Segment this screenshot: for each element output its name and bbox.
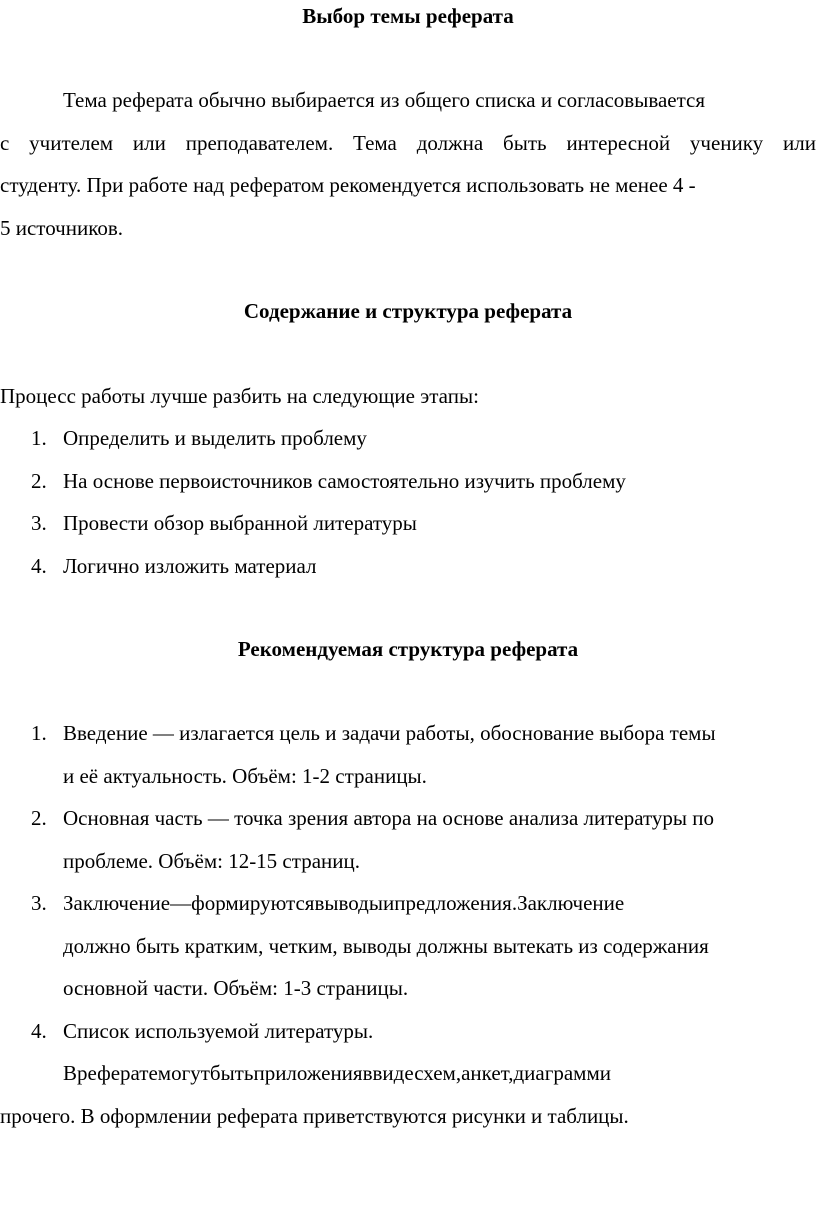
paragraph-line: студенту. При работе над рефератом рекомендуется использовать не менее 4 - xyxy=(0,173,696,197)
structure-list xyxy=(0,712,816,1052)
list-text-line xyxy=(63,882,816,925)
list-item xyxy=(0,502,816,545)
list-text: Логично изложить материал xyxy=(63,553,317,578)
stages-intro: Процесс работы лучше разбить на следующие этапы: xyxy=(0,384,479,408)
list-item xyxy=(0,797,816,882)
paragraph-line: прочего. В оформлении реферата приветствуются рисунки и таблицы. xyxy=(0,1103,629,1128)
stages-list xyxy=(0,417,816,587)
list-item xyxy=(0,460,816,503)
list-text-line: основной части. Объём: 1-3 страницы. xyxy=(63,976,409,1000)
list-number: 2. xyxy=(31,468,47,493)
word: выводы xyxy=(314,891,383,915)
closing-line-justified: Врефератемогутбытьприложенияввидесхем,анкет,диаграмми xyxy=(63,1061,612,1085)
word: формируются xyxy=(191,891,315,915)
list-item xyxy=(0,417,816,460)
list-text-line: Список используемой литературы. xyxy=(63,1018,374,1043)
list-number: 4. xyxy=(31,553,47,578)
list-item xyxy=(0,882,816,1010)
list-text: Определить и выделить проблему xyxy=(63,426,367,450)
word: Заключение xyxy=(517,891,625,915)
list-number: 4. xyxy=(31,1018,47,1043)
list-item xyxy=(0,1010,816,1053)
topic-choice-paragraph xyxy=(0,79,816,249)
section-title-topic-choice: Выбор темы реферата xyxy=(302,4,514,28)
list-number: 3. xyxy=(31,891,47,915)
paragraph-line: Тема реферата обычно выбирается из общего списка и согласовывается xyxy=(63,88,706,112)
list-text-line: и её актуальность. Объём: 1-2 страницы. xyxy=(63,763,427,788)
word: предложения. xyxy=(394,891,518,915)
section-title-content-structure: Содержание и структура реферата xyxy=(243,299,573,323)
paragraph-line: с учителем или преподавателем. Тема должна быть интересной ученику или xyxy=(0,130,816,155)
list-text-line: должно быть кратким, четким, выводы должны вытекать из содержания xyxy=(63,933,709,958)
list-text: Провести обзор выбранной литературы xyxy=(63,511,417,535)
list-item xyxy=(0,712,816,797)
closing-paragraph xyxy=(0,1052,816,1137)
word: — xyxy=(170,891,192,915)
section-title-recommended-structure: Рекомендуемая структура реферата xyxy=(237,637,579,661)
list-number: 1. xyxy=(31,426,47,450)
paragraph-line: 5 источников. xyxy=(0,215,124,240)
list-number: 1. xyxy=(31,721,47,745)
list-text: На основе первоисточников самостоятельно изучить проблему xyxy=(63,468,626,493)
list-text-line: Основная часть — точка зрения автора на основе анализа литературы по xyxy=(63,806,715,830)
word: Заключение xyxy=(63,891,171,915)
word: и xyxy=(382,891,395,915)
list-number: 2. xyxy=(31,806,47,830)
list-text-line: Введение — излагается цель и задачи работы, обоснование выбора темы xyxy=(63,721,716,745)
list-item xyxy=(0,545,816,588)
list-number: 3. xyxy=(31,511,47,535)
list-text-line: проблеме. Объём: 12-15 страниц. xyxy=(63,848,360,873)
